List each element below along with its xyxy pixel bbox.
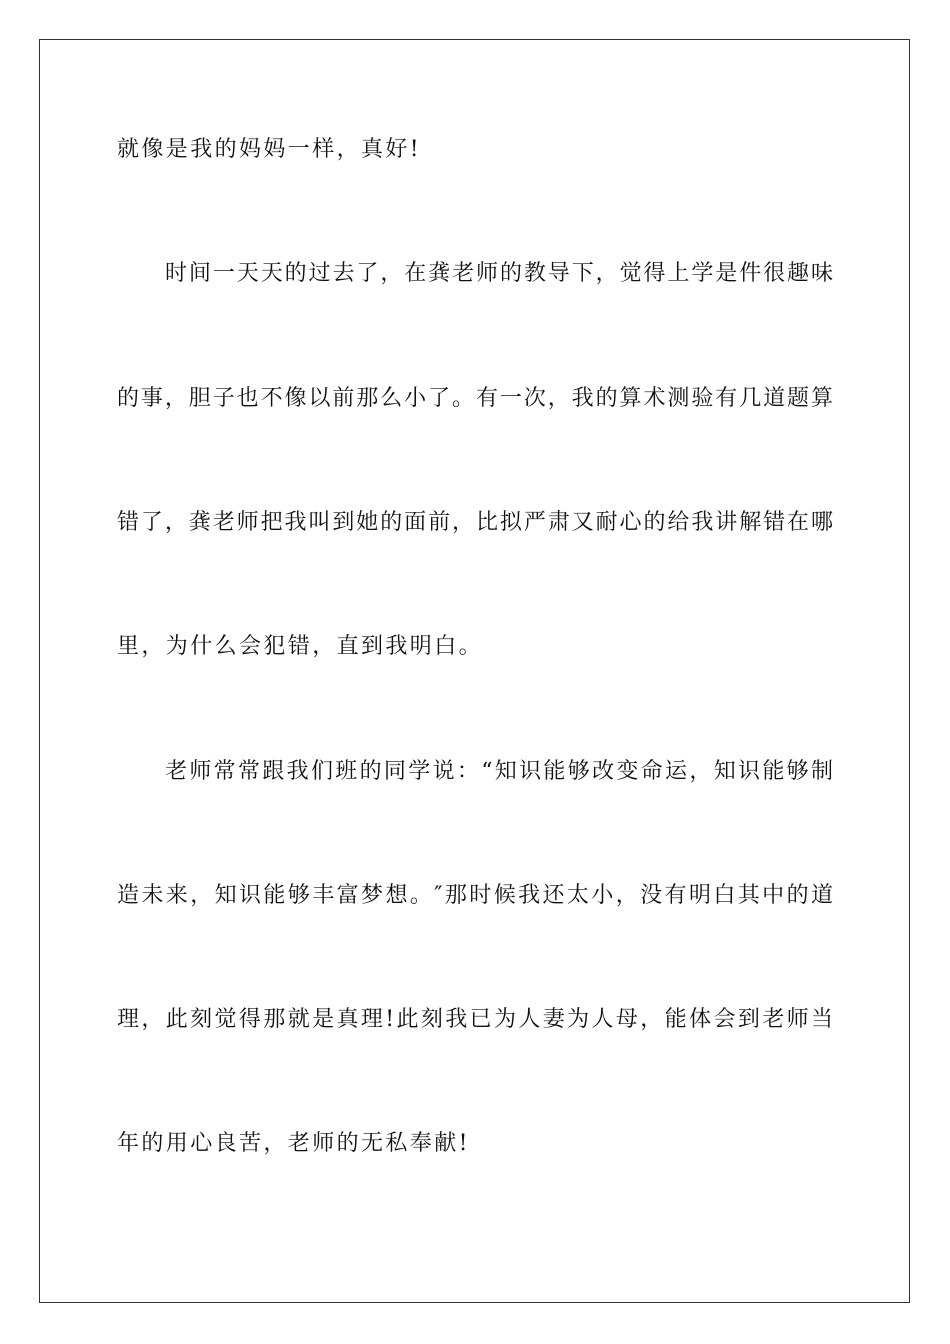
text-line-6: 老师常常跟我们班的同学说：“知识能够改变命运，知识能够制 bbox=[165, 759, 833, 784]
text-line-7: 造未来，知识能够丰富梦想。″那时候我还太小，没有明白其中的道 bbox=[117, 883, 833, 908]
text-line-2: 时间一天天的过去了，在龚老师的教导下，觉得上学是件很趣味 bbox=[165, 261, 833, 286]
text-line-1: 就像是我的妈妈一样，真好! bbox=[117, 137, 422, 162]
text-line-4: 错了，龚老师把我叫到她的面前，比拟严肃又耐心的给我讲解错在哪 bbox=[117, 510, 833, 535]
text-line-5: 里，为什么会犯错，直到我明白。 bbox=[117, 634, 484, 659]
text-line-3: 的事，胆子也不像以前那么小了。有一次，我的算术测验有几道题算 bbox=[117, 386, 833, 411]
text-line-9: 年的用心良苦，老师的无私奉献! bbox=[117, 1131, 470, 1156]
page-border bbox=[39, 39, 910, 1303]
text-line-8: 理，此刻觉得那就是真理!此刻我已为人妻为人母，能体会到老师当 bbox=[117, 1007, 833, 1032]
